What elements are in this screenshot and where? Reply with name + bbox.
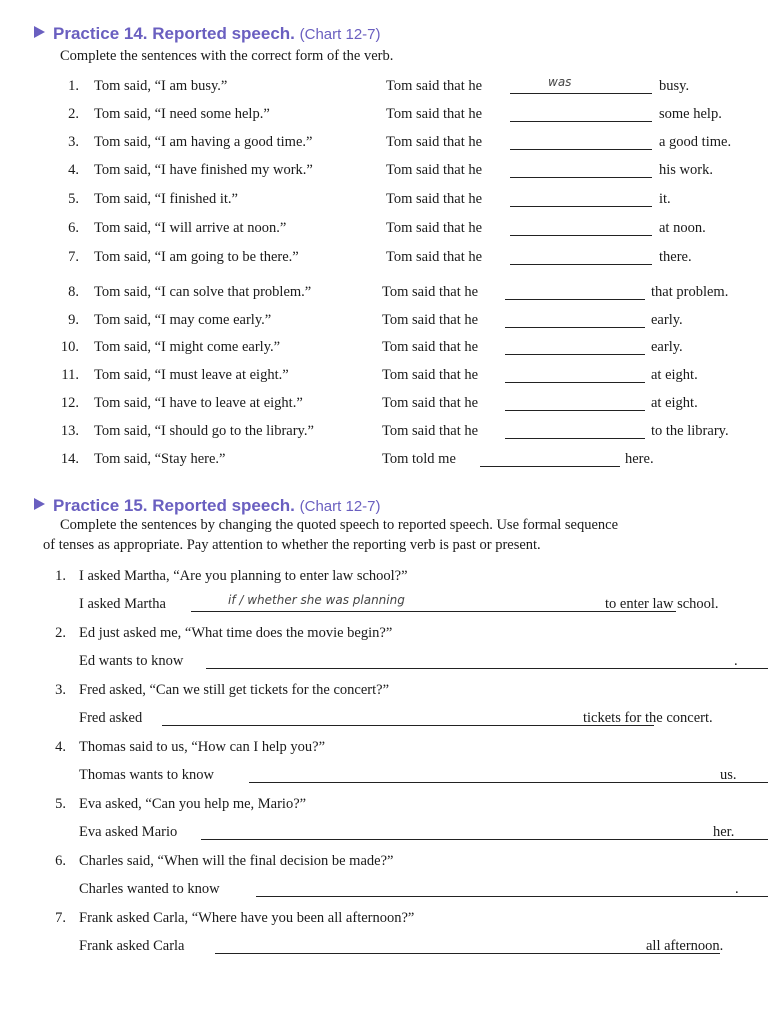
exercise-row bbox=[0, 134, 768, 156]
practice-14-instructions: Complete the sentences with the correct form of the verb. bbox=[60, 48, 394, 64]
quoted-sentence: Tom said, “I may come early.” bbox=[94, 312, 272, 328]
exercise-row bbox=[0, 451, 768, 473]
item-number: 14. bbox=[60, 451, 79, 467]
reporting-clause: Tom said that he bbox=[382, 339, 479, 355]
practice-15-chart-ref: (Chart 12-7) bbox=[299, 498, 381, 515]
answer-blank[interactable] bbox=[162, 725, 654, 726]
quoted-sentence: Thomas said to us, “How can I help you?” bbox=[79, 739, 326, 755]
sentence-ending: us. bbox=[720, 767, 737, 783]
practice-15-instructions-line-2: of tenses as appropriate. Pay attention to whether the reporting verb is past or present. bbox=[43, 537, 541, 553]
item-number: 5. bbox=[55, 796, 66, 812]
answer-blank[interactable] bbox=[510, 149, 652, 150]
exercise-row bbox=[0, 191, 768, 213]
reporting-clause: Tom told me bbox=[382, 451, 456, 467]
item-number: 8. bbox=[68, 284, 79, 300]
sentence-ending: busy. bbox=[659, 78, 690, 94]
exercise-row bbox=[0, 249, 768, 271]
answer-blank[interactable] bbox=[505, 382, 645, 383]
quoted-sentence: Fred asked, “Can we still get tickets for the concert?” bbox=[79, 682, 390, 698]
quoted-sentence: Tom said, “I need some help.” bbox=[94, 106, 270, 122]
practice-15-number: Practice 15. bbox=[53, 496, 148, 515]
item-number: 4. bbox=[55, 739, 66, 755]
answer-row bbox=[79, 710, 713, 727]
quoted-sentence: Tom said, “I have to leave at eight.” bbox=[94, 395, 303, 411]
reporting-clause: Eva asked Mario bbox=[79, 824, 178, 840]
reporting-clause: Tom said that he bbox=[382, 312, 479, 328]
sentence-ending: that problem. bbox=[651, 284, 729, 300]
answer-text: was bbox=[548, 75, 572, 89]
quoted-sentence: Tom said, “I finished it.” bbox=[94, 191, 238, 207]
answer-blank[interactable] bbox=[249, 782, 768, 783]
reporting-clause: Tom said that he bbox=[386, 162, 483, 178]
exercise-row bbox=[0, 284, 768, 306]
play-arrow-icon bbox=[34, 498, 45, 510]
sentence-ending: at eight. bbox=[651, 367, 698, 383]
reporting-clause: Frank asked Carla bbox=[79, 938, 185, 954]
sentence-ending: here. bbox=[625, 451, 654, 467]
answer-blank[interactable] bbox=[510, 93, 652, 94]
quoted-sentence: Tom said, “I have finished my work.” bbox=[94, 162, 313, 178]
quoted-sentence: Eva asked, “Can you help me, Mario?” bbox=[79, 796, 307, 812]
quoted-sentence: Tom said, “I must leave at eight.” bbox=[94, 367, 289, 383]
sentence-ending: some help. bbox=[659, 106, 722, 122]
sentence-ending: at noon. bbox=[659, 220, 706, 236]
practice-15-heading: Reported speech. bbox=[152, 496, 295, 515]
sentence-ending: it. bbox=[659, 191, 671, 207]
quoted-sentence: Tom said, “I am going to be there.” bbox=[94, 249, 299, 265]
sentence-ending: . bbox=[734, 653, 738, 669]
item-number: 2. bbox=[55, 625, 66, 641]
reporting-clause: Tom said that he bbox=[386, 249, 483, 265]
exercise-row bbox=[0, 162, 768, 184]
reporting-clause: Charles wanted to know bbox=[79, 881, 220, 897]
sentence-ending: to enter law school. bbox=[605, 596, 719, 612]
exercise-row bbox=[0, 395, 768, 417]
answer-blank[interactable] bbox=[505, 327, 645, 328]
sentence-ending: a good time. bbox=[659, 134, 732, 150]
reporting-clause: Tom said that he bbox=[386, 106, 483, 122]
quoted-sentence: Tom said, “Stay here.” bbox=[94, 451, 226, 467]
sentence-ending: at eight. bbox=[651, 395, 698, 411]
answer-blank[interactable] bbox=[510, 177, 652, 178]
item-number: 12. bbox=[60, 395, 79, 411]
item-number: 1. bbox=[55, 568, 66, 584]
answer-blank[interactable] bbox=[206, 668, 768, 669]
answer-row bbox=[79, 938, 724, 955]
quoted-sentence: Tom said, “I should go to the library.” bbox=[94, 423, 314, 439]
sentence-ending: tickets for the concert. bbox=[583, 710, 713, 726]
item-number: 4. bbox=[68, 162, 79, 178]
sentence-ending: her. bbox=[713, 824, 735, 840]
quoted-sentence: Tom said, “I am busy.” bbox=[94, 78, 228, 94]
sentence-ending: early. bbox=[651, 312, 683, 328]
answer-row bbox=[79, 824, 735, 841]
sentence-ending: there. bbox=[659, 249, 692, 265]
sentence-ending: to the library. bbox=[651, 423, 729, 439]
reporting-clause: Tom said that he bbox=[386, 78, 483, 94]
quoted-sentence: I asked Martha, “Are you planning to enter law school?” bbox=[79, 568, 408, 584]
item-number: 7. bbox=[55, 910, 66, 926]
answer-blank[interactable] bbox=[505, 438, 645, 439]
reporting-clause: Thomas wants to know bbox=[79, 767, 214, 783]
item-number: 13. bbox=[60, 423, 79, 439]
exercise-row bbox=[0, 312, 768, 334]
exercise-row bbox=[0, 367, 768, 389]
exercise-row bbox=[0, 106, 768, 128]
reporting-clause: Tom said that he bbox=[382, 367, 479, 383]
answer-blank[interactable] bbox=[480, 466, 620, 467]
answer-blank[interactable] bbox=[510, 121, 652, 122]
answer-blank[interactable] bbox=[510, 235, 652, 236]
sentence-ending: early. bbox=[651, 339, 683, 355]
answer-blank[interactable] bbox=[505, 410, 645, 411]
answer-row bbox=[79, 593, 719, 613]
item-number: 3. bbox=[68, 134, 79, 150]
play-arrow-icon bbox=[34, 26, 45, 38]
item-number: 5. bbox=[68, 191, 79, 207]
answer-blank[interactable] bbox=[191, 611, 676, 612]
exercise-row bbox=[0, 75, 768, 100]
answer-blank[interactable] bbox=[505, 299, 645, 300]
item-number: 1. bbox=[68, 78, 79, 94]
practice-14-chart-ref: (Chart 12-7) bbox=[299, 26, 381, 43]
item-number: 7. bbox=[68, 249, 79, 265]
reporting-clause: Tom said that he bbox=[386, 134, 483, 150]
reporting-clause: Tom said that he bbox=[386, 220, 483, 236]
exercise-row bbox=[0, 339, 768, 361]
exercise-row bbox=[0, 423, 768, 445]
quoted-sentence: Frank asked Carla, “Where have you been all afternoon?” bbox=[79, 910, 415, 926]
reporting-clause: Tom said that he bbox=[382, 284, 479, 300]
quoted-sentence: Ed just asked me, “What time does the movie begin?” bbox=[79, 625, 393, 641]
answer-blank[interactable] bbox=[256, 896, 768, 897]
practice-14-title bbox=[34, 24, 381, 44]
reporting-clause: Tom said that he bbox=[382, 395, 479, 411]
exercise-row bbox=[0, 220, 768, 242]
practice-14-heading: Reported speech. bbox=[152, 24, 295, 43]
answer-blank[interactable] bbox=[215, 953, 720, 954]
reporting-clause: Tom said that he bbox=[386, 191, 483, 207]
item-number: 6. bbox=[55, 853, 66, 869]
practice-14-number: Practice 14. bbox=[53, 24, 148, 43]
answer-row bbox=[79, 767, 737, 784]
answer-blank[interactable] bbox=[201, 839, 768, 840]
answer-row bbox=[79, 881, 739, 898]
item-number: 9. bbox=[68, 312, 79, 328]
quoted-sentence: Charles said, “When will the final decision be made?” bbox=[79, 853, 394, 869]
sentence-ending: all afternoon. bbox=[646, 938, 724, 954]
answer-row bbox=[79, 653, 738, 670]
reporting-clause: I asked Martha bbox=[79, 596, 166, 612]
quoted-sentence: Tom said, “I can solve that problem.” bbox=[94, 284, 312, 300]
answer-text: if / whether she was planning bbox=[228, 593, 405, 607]
sentence-ending: his work. bbox=[659, 162, 713, 178]
item-number: 2. bbox=[68, 106, 79, 122]
reporting-clause: Ed wants to know bbox=[79, 653, 184, 669]
reporting-clause: Fred asked bbox=[79, 710, 143, 726]
answer-blank[interactable] bbox=[510, 206, 652, 207]
answer-blank[interactable] bbox=[505, 354, 645, 355]
practice-15-title bbox=[34, 496, 381, 516]
item-number: 10. bbox=[60, 339, 79, 355]
item-number: 6. bbox=[68, 220, 79, 236]
quoted-sentence: Tom said, “I might come early.” bbox=[94, 339, 281, 355]
reporting-clause: Tom said that he bbox=[382, 423, 479, 439]
answer-blank[interactable] bbox=[510, 264, 652, 265]
quoted-sentence: Tom said, “I am having a good time.” bbox=[94, 134, 313, 150]
practice-15-instructions-line-1: Complete the sentences by changing the quoted speech to reported speech. Use formal sequence bbox=[60, 517, 619, 533]
sentence-ending: . bbox=[735, 881, 739, 897]
quoted-sentence: Tom said, “I will arrive at noon.” bbox=[94, 220, 287, 236]
item-number: 3. bbox=[55, 682, 66, 698]
item-number: 11. bbox=[61, 367, 79, 383]
